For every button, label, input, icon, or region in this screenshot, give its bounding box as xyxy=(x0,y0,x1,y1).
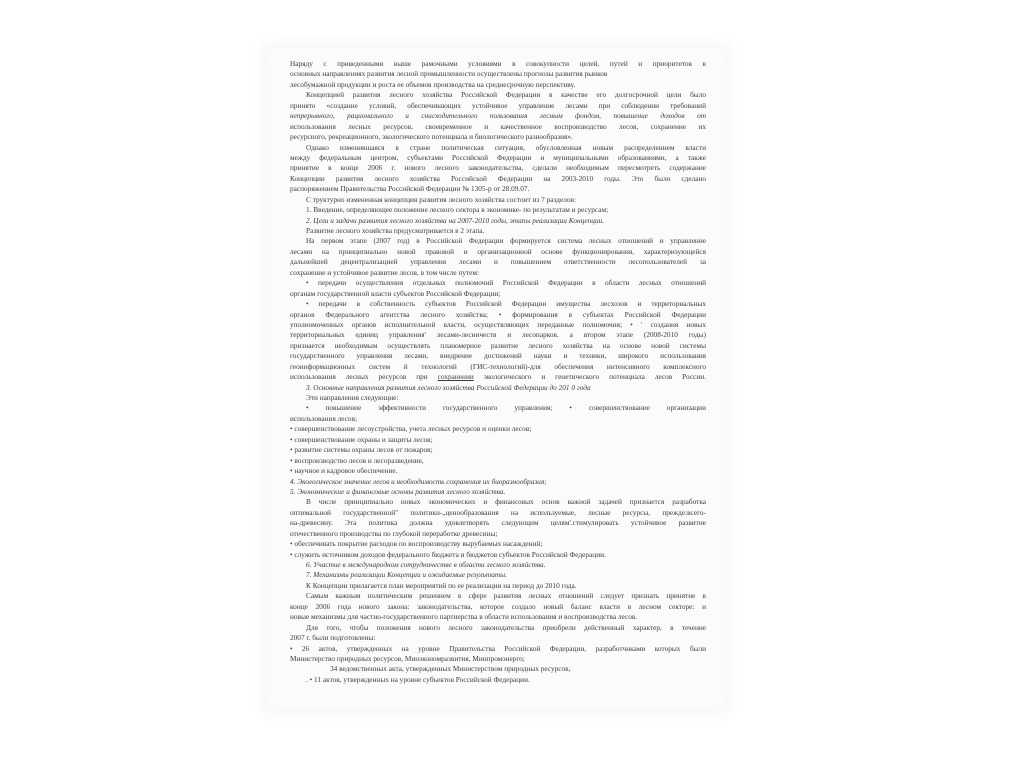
text-line: лесобумажной продукции и роста ее объемов производства на среднесрочную перспективу. xyxy=(290,79,576,89)
text-line: • повышение эффективности государственного управления; • совершенствование организации xyxy=(306,403,706,413)
text-line: 2. Цели и задачи развития лесного хозяйства на 2007-2010 годы, этапы реализации Концепции. xyxy=(306,215,605,225)
text-line: • служить источником доходов федерального бюджета и бюджетов субъектов Российской Федерации. xyxy=(290,549,606,559)
text-line: • 26 актов, утвержденных на уровне Правительства Российской Федерации, разработчиками которых были xyxy=(290,643,706,653)
text-line: 5. Экономические и финансовые основы развития лесного хозяйства. xyxy=(290,486,506,496)
text-line: использования лесных ресурсов при сохранении экологического и генетического потенциала лесов России. xyxy=(290,372,706,382)
text-line: Для того, чтобы положения нового лесного законодательства приобрели действенный характер, в течение xyxy=(306,622,706,632)
text-line: территориальных единиц управления' лесами-лесничеств и лесопарков. а втором этапе (2008-2010 годы) xyxy=(290,330,706,340)
text-line: государственного управления лесами, внедрение достижений науки и техники, широкого использования xyxy=(290,351,706,361)
text-line: оптимальной государственной" политики-„ценообразования на используемые, лесные ресурсы, прежде:всего- xyxy=(290,507,706,517)
text-line: . • 11 актов, утвержденных на уровне субъектов Российской Федерации. xyxy=(306,674,530,684)
text-line: 1. Введение, определяющее положение лесного сектора в экономике- по результатам и ресурсам; xyxy=(306,205,609,215)
document-page xyxy=(268,48,724,708)
text-line: 4. Экологическое значение лесов и необходимость сохранения их биоразнообразия; xyxy=(290,476,547,486)
text-line: основных направлениях развития лесной промышленности осуществлены прогнозы развития рынков xyxy=(290,69,608,79)
text-line: Наряду с приведенными выше рамочными условиями в совокупности целей, путей и приоритетов в xyxy=(290,59,706,68)
text-line: • обеспечивать покрытие расходов по воспроизводству вырубаемых насаждений; xyxy=(290,539,543,549)
text-line: • совершенствование охраны и защиты лесов; xyxy=(290,434,433,444)
text-line: • научное и кадровое обеспечение. xyxy=(290,466,398,476)
text-line: В числе принципиально новых экономических и финансовых основ важной задачей признается разработка xyxy=(306,497,706,507)
text-line: принятие в конце 2006 г. нового лесного законодательства, сделали необходимым пересмотреть содержание xyxy=(290,163,706,173)
text-line: Концепцией развития лесного хозяйства Российской Федерации в качестве его долгосрочной цели было xyxy=(306,90,706,100)
text-line: 2007 г. были подготовлены: xyxy=(290,633,376,643)
text-line: признается необходимым осуществлять планомерное развитие лесного хозяйства на основе новой системы xyxy=(290,340,706,350)
text-line: лесами на принципиально новой правовой и организационной основе функционирования, характеризующейся xyxy=(290,246,706,256)
text-line: новые механизмы для частно-государственного партнерства в области использования и воспроизводства лесов. xyxy=(290,612,638,622)
text-line: отечественного производства по глубокой переработке древесины; xyxy=(290,528,498,538)
text-line: • передачи в собственность субъектов Российской Федерации имущества лесхозов и территориальных xyxy=(306,299,706,309)
text-line: 7. Механизмы реализации Концепции и ожидаемые результаты. xyxy=(306,570,507,580)
text-line: • передачи осуществления отдельных полномочий Российской Федерации в области лесных отношений xyxy=(306,278,706,288)
text-line: ресурсного, рекреационного, экологического потенциала и биологического разнообразия». xyxy=(290,132,573,142)
text-line: на-древесину. Эта политика должна удовлетворять следующим целям'.стимулировать устойчивое развитие xyxy=(290,518,706,528)
text-line: принято «создание условий, обеспечивающих устойчивое управление лесами при соблюдении требований xyxy=(290,100,706,110)
text-line: Министерство природных ресурсов, Минэкономразвития, Минпромэнерго; xyxy=(290,653,525,663)
text-line: дальнейшей децентрализацией управления лесами и повышением ответственности лесопользователей за xyxy=(290,257,706,267)
text-line: использования лесных ресурсов, своевременное и качественное воспроизводство лесов, сохранение их xyxy=(290,121,706,131)
text-line: геоинформационных систем й технологий (ГИС-технологий)-для обеспечения интенсивного комплексного xyxy=(290,361,706,371)
underlined-word: сохранении xyxy=(437,372,474,382)
text-line: использования лесов; xyxy=(290,413,358,423)
text-line: Развитие лесного хозяйства предусматривается в 2 этапа. xyxy=(306,226,485,235)
text-line: Самым важным политическим решением в сфере развития лесных отношений следует признать принятие в xyxy=(306,591,706,601)
text-line: сохранение и устойчивое развитие лесов, в том числе путем: xyxy=(290,267,480,277)
document-text xyxy=(290,59,706,685)
text-line: Концепции развития лесного хозяйства Российской Федерации на 2003-2010 годы. Это было сделано xyxy=(290,173,706,183)
text-line: К Концепции прилагается план мероприятий по ее реализации на период до 2010 года. xyxy=(306,580,577,590)
text-line: • воспроизводство лесов и лесоразведение, xyxy=(290,455,424,465)
text-line: уполномоченных органов исполнительной власти, осуществляющих переданные полномочия; • ' создания новых xyxy=(290,319,706,329)
text-line: 34 ведомственных акта, утвержденных Министерством природных ресурсов, xyxy=(330,664,571,674)
text-line: распоряжением Правительства Российской Федерации № 1305-р от 28.09.07. xyxy=(290,184,530,194)
text-line: • совершенствование лесоустройства, учета лесных ресурсов и оценки лесов; xyxy=(290,424,532,434)
text-line: На первом этапе (2007 год) в Российской Федерации формируется система лесных отношений и управление xyxy=(306,236,706,246)
text-line: 3. Основные направления развития лесного хозяйства Российской Федерации до 201 0 года xyxy=(306,382,591,392)
text-line: Однако изменившаяся в стране политическая ситуация, обусловленная новым распределением власти xyxy=(306,142,706,152)
text-line: 6. Участие в международном сотрудничестве в области лесного хозяйства. xyxy=(306,560,546,569)
text-line: органам государственной власти субъектов Российской Федерации; xyxy=(290,288,501,298)
text-line: конце 2006 года нового закона: законодательства, которое создало новый баланс власти в лесном секторе: и xyxy=(290,601,706,611)
text-line: органов Федерального агентства лесного хозяйства; • формирования в субъектах Российской Федерации xyxy=(290,309,706,319)
text-line: непрерывного, рационального и снисходительного пользования лесным фондом, повышение доходов от xyxy=(290,111,706,121)
text-line: С труктурно измененная концепция развития лесного хозяйства состоит из 7 разделов: xyxy=(306,194,577,204)
text-line: Эти направления следующие: xyxy=(306,393,399,402)
text-line: между федеральным центром, субъектами Российской Федерации и муниципальными образованиями, а также xyxy=(290,152,706,162)
text-line: • развитие системы охраны лесов от пожаров; xyxy=(290,445,433,455)
